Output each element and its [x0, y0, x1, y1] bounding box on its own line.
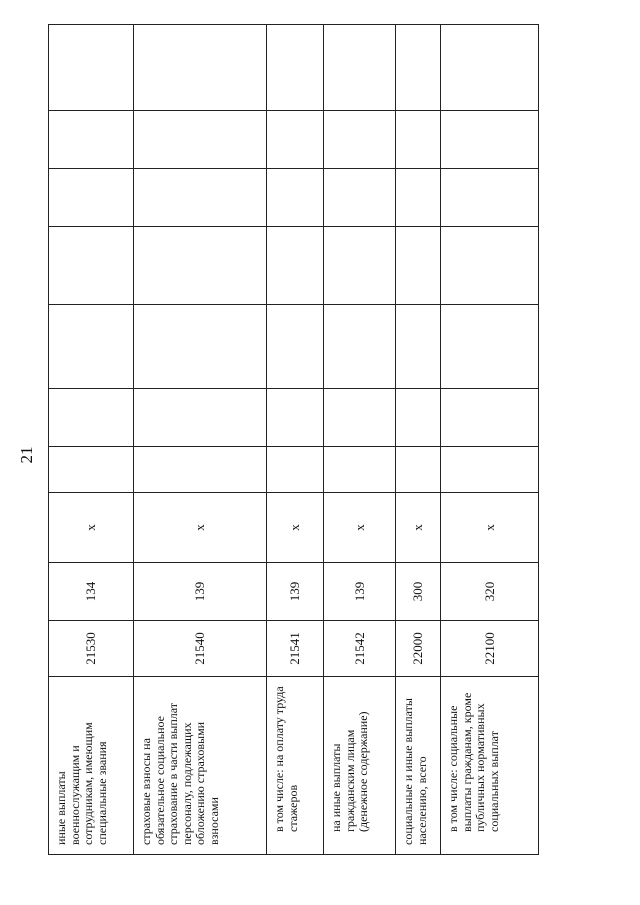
- empty-cell: [267, 305, 324, 389]
- empty-cell: [396, 169, 441, 227]
- row-sub-code: 320: [441, 563, 539, 621]
- empty-cell: [134, 447, 267, 493]
- empty-cell: [324, 169, 396, 227]
- row-sub-code: 139: [324, 563, 396, 621]
- empty-cell: [134, 227, 267, 305]
- row-mark: x: [324, 493, 396, 563]
- row-mark: x: [267, 493, 324, 563]
- empty-cell: [49, 305, 134, 389]
- empty-cell: [324, 389, 396, 447]
- empty-cell: [49, 169, 134, 227]
- row-mark: x: [441, 493, 539, 563]
- row-mark: x: [396, 493, 441, 563]
- row-mark: x: [49, 493, 134, 563]
- table-row: [324, 25, 396, 855]
- empty-cell: [49, 447, 134, 493]
- row-mark: x: [134, 493, 267, 563]
- empty-cell: [324, 305, 396, 389]
- row-code: 21542: [324, 621, 396, 677]
- row-label: на иные выплаты гражданским лицам (денежное содержание): [324, 677, 396, 855]
- empty-cell: [441, 305, 539, 389]
- empty-cell: [49, 25, 134, 111]
- row-sub-code: 300: [396, 563, 441, 621]
- empty-cell: [267, 111, 324, 169]
- page-number: 21: [17, 446, 36, 464]
- row-label: в том числе: социальные выплаты гражданам, кроме публичных нормативных социальных выплат: [441, 677, 539, 855]
- empty-cell: [441, 389, 539, 447]
- row-sub-code: 139: [267, 563, 324, 621]
- empty-cell: [441, 169, 539, 227]
- empty-cell: [134, 111, 267, 169]
- rotated-table-container: [48, 25, 538, 855]
- row-label: иные выплаты военнослужащим и сотрудникам, имеющим специальные звания: [49, 677, 134, 855]
- empty-cell: [324, 227, 396, 305]
- table-row: [49, 25, 134, 855]
- empty-cell: [324, 447, 396, 493]
- empty-cell: [396, 25, 441, 111]
- empty-cell: [134, 305, 267, 389]
- row-label: социальные и иные выплаты населению, всего: [396, 677, 441, 855]
- row-label: в том числе: на оплату труда стажеров: [267, 677, 324, 855]
- empty-cell: [324, 111, 396, 169]
- row-code: 21540: [134, 621, 267, 677]
- empty-cell: [396, 389, 441, 447]
- empty-cell: [49, 389, 134, 447]
- row-code: 22100: [441, 621, 539, 677]
- empty-cell: [441, 111, 539, 169]
- row-code: 21530: [49, 621, 134, 677]
- empty-cell: [134, 389, 267, 447]
- table-row: [134, 25, 267, 855]
- empty-cell: [49, 111, 134, 169]
- empty-cell: [441, 227, 539, 305]
- empty-cell: [267, 169, 324, 227]
- empty-cell: [267, 25, 324, 111]
- empty-cell: [49, 227, 134, 305]
- row-label: страховые взносы на обязательное социальное страхование в части выплат персоналу, подлежащих обложению страховыми взносами: [134, 677, 267, 855]
- row-sub-code: 134: [49, 563, 134, 621]
- row-code: 22000: [396, 621, 441, 677]
- table-row: [441, 25, 539, 855]
- empty-cell: [396, 227, 441, 305]
- empty-cell: [134, 25, 267, 111]
- empty-cell: [324, 25, 396, 111]
- empty-cell: [396, 447, 441, 493]
- table-row: [396, 25, 441, 855]
- empty-cell: [267, 389, 324, 447]
- financial-table: [48, 24, 539, 855]
- empty-cell: [396, 111, 441, 169]
- row-code: 21541: [267, 621, 324, 677]
- empty-cell: [134, 169, 267, 227]
- table-row: [267, 25, 324, 855]
- empty-cell: [441, 447, 539, 493]
- empty-cell: [441, 25, 539, 111]
- empty-cell: [396, 305, 441, 389]
- empty-cell: [267, 447, 324, 493]
- empty-cell: [267, 227, 324, 305]
- row-sub-code: 139: [134, 563, 267, 621]
